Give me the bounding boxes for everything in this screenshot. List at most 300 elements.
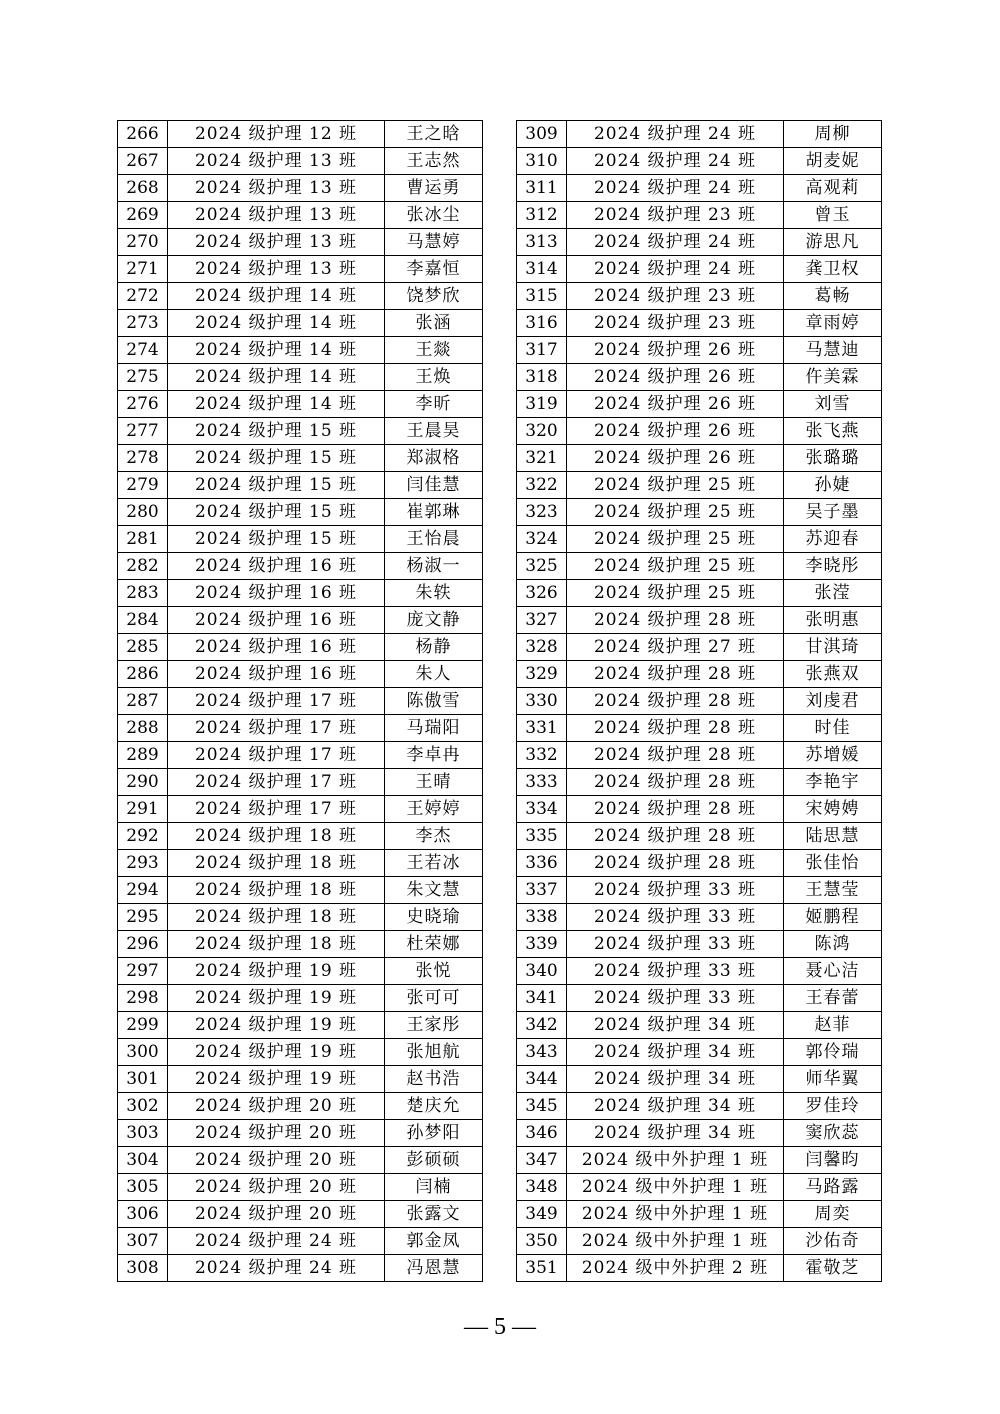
- row-number-cell: 324: [517, 526, 567, 553]
- student-name-cell: 王焕: [385, 364, 483, 391]
- table-row: [517, 1174, 882, 1201]
- student-name-cell: 李昕: [385, 391, 483, 418]
- table-row: [118, 850, 483, 877]
- class-name-cell: 2024 级护理 20 班: [168, 1093, 385, 1120]
- row-number-cell: 280: [118, 499, 168, 526]
- table-row: [118, 283, 483, 310]
- row-number-cell: 327: [517, 607, 567, 634]
- row-number-cell: 345: [517, 1093, 567, 1120]
- row-number-cell: 331: [517, 715, 567, 742]
- table-row: [517, 985, 882, 1012]
- row-number-cell: 323: [517, 499, 567, 526]
- class-name-cell: 2024 级中外护理 2 班: [567, 1255, 784, 1282]
- student-name-cell: 孙婕: [784, 472, 882, 499]
- class-name-cell: 2024 级护理 18 班: [168, 877, 385, 904]
- table-row: [517, 553, 882, 580]
- student-name-cell: 饶梦欣: [385, 283, 483, 310]
- row-number-cell: 274: [118, 337, 168, 364]
- student-name-cell: 仵美霖: [784, 364, 882, 391]
- student-name-cell: 胡麦妮: [784, 148, 882, 175]
- class-name-cell: 2024 级护理 17 班: [168, 796, 385, 823]
- student-name-cell: 李艳宇: [784, 769, 882, 796]
- table-row: [118, 904, 483, 931]
- student-name-cell: 马路露: [784, 1174, 882, 1201]
- class-name-cell: 2024 级护理 13 班: [168, 175, 385, 202]
- row-number-cell: 326: [517, 580, 567, 607]
- row-number-cell: 283: [118, 580, 168, 607]
- row-number-cell: 287: [118, 688, 168, 715]
- class-name-cell: 2024 级护理 15 班: [168, 418, 385, 445]
- table-row: [517, 175, 882, 202]
- class-name-cell: 2024 级护理 20 班: [168, 1120, 385, 1147]
- student-name-cell: 王燚: [385, 337, 483, 364]
- row-number-cell: 351: [517, 1255, 567, 1282]
- class-name-cell: 2024 级护理 25 班: [567, 553, 784, 580]
- student-name-cell: 马慧婷: [385, 229, 483, 256]
- class-name-cell: 2024 级护理 24 班: [567, 229, 784, 256]
- table-row: [517, 850, 882, 877]
- class-name-cell: 2024 级护理 15 班: [168, 445, 385, 472]
- row-number-cell: 320: [517, 418, 567, 445]
- table-row: [517, 310, 882, 337]
- row-number-cell: 319: [517, 391, 567, 418]
- left-roster-table: [117, 120, 483, 1282]
- student-name-cell: 庞文静: [385, 607, 483, 634]
- student-name-cell: 杨淑一: [385, 553, 483, 580]
- class-name-cell: 2024 级护理 28 班: [567, 850, 784, 877]
- student-name-cell: 孙梦阳: [385, 1120, 483, 1147]
- student-name-cell: 王慧莹: [784, 877, 882, 904]
- student-name-cell: 王晴: [385, 769, 483, 796]
- student-name-cell: 马慧迪: [784, 337, 882, 364]
- student-name-cell: 周奕: [784, 1201, 882, 1228]
- row-number-cell: 270: [118, 229, 168, 256]
- table-row: [118, 1093, 483, 1120]
- row-number-cell: 304: [118, 1147, 168, 1174]
- student-name-cell: 刘雪: [784, 391, 882, 418]
- student-name-cell: 游思凡: [784, 229, 882, 256]
- table-row: [118, 715, 483, 742]
- row-number-cell: 349: [517, 1201, 567, 1228]
- class-name-cell: 2024 级护理 18 班: [168, 931, 385, 958]
- table-row: [118, 418, 483, 445]
- class-name-cell: 2024 级护理 19 班: [168, 1039, 385, 1066]
- student-name-cell: 王春蕾: [784, 985, 882, 1012]
- table-row: [517, 148, 882, 175]
- row-number-cell: 306: [118, 1201, 168, 1228]
- class-name-cell: 2024 级护理 13 班: [168, 256, 385, 283]
- row-number-cell: 335: [517, 823, 567, 850]
- class-name-cell: 2024 级护理 17 班: [168, 742, 385, 769]
- table-row: [118, 1039, 483, 1066]
- row-number-cell: 266: [118, 121, 168, 148]
- student-name-cell: 王志然: [385, 148, 483, 175]
- table-row: [517, 337, 882, 364]
- row-number-cell: 342: [517, 1012, 567, 1039]
- right-roster-body: [517, 121, 882, 1282]
- class-name-cell: 2024 级护理 24 班: [168, 1228, 385, 1255]
- table-row: [517, 769, 882, 796]
- class-name-cell: 2024 级护理 18 班: [168, 904, 385, 931]
- table-row: [118, 310, 483, 337]
- row-number-cell: 301: [118, 1066, 168, 1093]
- class-name-cell: 2024 级护理 24 班: [567, 175, 784, 202]
- table-row: [517, 1147, 882, 1174]
- table-row: [517, 1012, 882, 1039]
- row-number-cell: 312: [517, 202, 567, 229]
- row-number-cell: 294: [118, 877, 168, 904]
- row-number-cell: 310: [517, 148, 567, 175]
- table-row: [118, 1255, 483, 1282]
- row-number-cell: 314: [517, 256, 567, 283]
- student-name-cell: 王怡晨: [385, 526, 483, 553]
- class-name-cell: 2024 级护理 26 班: [567, 364, 784, 391]
- class-name-cell: 2024 级护理 34 班: [567, 1120, 784, 1147]
- class-name-cell: 2024 级护理 26 班: [567, 337, 784, 364]
- table-row: [517, 661, 882, 688]
- student-name-cell: 甘淇琦: [784, 634, 882, 661]
- class-name-cell: 2024 级护理 14 班: [168, 391, 385, 418]
- class-name-cell: 2024 级护理 24 班: [168, 1255, 385, 1282]
- student-name-cell: 闫馨昀: [784, 1147, 882, 1174]
- student-name-cell: 宋娉娉: [784, 796, 882, 823]
- student-name-cell: 张佳怡: [784, 850, 882, 877]
- class-name-cell: 2024 级护理 13 班: [168, 229, 385, 256]
- row-number-cell: 278: [118, 445, 168, 472]
- student-name-cell: 朱轶: [385, 580, 483, 607]
- row-number-cell: 348: [517, 1174, 567, 1201]
- row-number-cell: 267: [118, 148, 168, 175]
- student-name-cell: 朱文慧: [385, 877, 483, 904]
- class-name-cell: 2024 级护理 18 班: [168, 850, 385, 877]
- class-name-cell: 2024 级护理 26 班: [567, 418, 784, 445]
- row-number-cell: 300: [118, 1039, 168, 1066]
- student-name-cell: 张滢: [784, 580, 882, 607]
- class-name-cell: 2024 级护理 12 班: [168, 121, 385, 148]
- row-number-cell: 336: [517, 850, 567, 877]
- table-row: [118, 688, 483, 715]
- student-name-cell: 刘虔君: [784, 688, 882, 715]
- row-number-cell: 325: [517, 553, 567, 580]
- class-name-cell: 2024 级护理 28 班: [567, 769, 784, 796]
- right-roster-table: [516, 120, 882, 1282]
- student-name-cell: 陈傲雪: [385, 688, 483, 715]
- class-name-cell: 2024 级护理 33 班: [567, 985, 784, 1012]
- class-name-cell: 2024 级护理 33 班: [567, 877, 784, 904]
- table-row: [517, 283, 882, 310]
- table-row: [118, 877, 483, 904]
- class-name-cell: 2024 级护理 23 班: [567, 283, 784, 310]
- student-name-cell: 吴子墨: [784, 499, 882, 526]
- student-name-cell: 罗佳玲: [784, 1093, 882, 1120]
- row-number-cell: 288: [118, 715, 168, 742]
- table-row: [517, 1066, 882, 1093]
- class-name-cell: 2024 级护理 34 班: [567, 1093, 784, 1120]
- row-number-cell: 282: [118, 553, 168, 580]
- student-name-cell: 史晓瑜: [385, 904, 483, 931]
- table-row: [118, 1120, 483, 1147]
- table-row: [118, 661, 483, 688]
- class-name-cell: 2024 级护理 28 班: [567, 661, 784, 688]
- class-name-cell: 2024 级护理 17 班: [168, 715, 385, 742]
- student-name-cell: 郭伶瑞: [784, 1039, 882, 1066]
- class-name-cell: 2024 级护理 14 班: [168, 364, 385, 391]
- table-row: [517, 607, 882, 634]
- row-number-cell: 328: [517, 634, 567, 661]
- student-name-cell: 师华翼: [784, 1066, 882, 1093]
- table-row: [517, 580, 882, 607]
- table-row: [517, 715, 882, 742]
- row-number-cell: 276: [118, 391, 168, 418]
- row-number-cell: 332: [517, 742, 567, 769]
- table-row: [118, 553, 483, 580]
- class-name-cell: 2024 级护理 34 班: [567, 1039, 784, 1066]
- row-number-cell: 307: [118, 1228, 168, 1255]
- student-name-cell: 赵菲: [784, 1012, 882, 1039]
- class-name-cell: 2024 级护理 24 班: [567, 121, 784, 148]
- class-name-cell: 2024 级护理 28 班: [567, 607, 784, 634]
- row-number-cell: 316: [517, 310, 567, 337]
- table-row: [118, 229, 483, 256]
- row-number-cell: 298: [118, 985, 168, 1012]
- table-row: [118, 958, 483, 985]
- student-name-cell: 楚庆允: [385, 1093, 483, 1120]
- student-name-cell: 闫佳慧: [385, 472, 483, 499]
- class-name-cell: 2024 级护理 26 班: [567, 391, 784, 418]
- table-row: [118, 742, 483, 769]
- student-name-cell: 霍敬芝: [784, 1255, 882, 1282]
- class-name-cell: 2024 级护理 28 班: [567, 796, 784, 823]
- table-row: [118, 526, 483, 553]
- table-row: [517, 877, 882, 904]
- class-name-cell: 2024 级护理 27 班: [567, 634, 784, 661]
- student-name-cell: 张冰尘: [385, 202, 483, 229]
- row-number-cell: 289: [118, 742, 168, 769]
- row-number-cell: 321: [517, 445, 567, 472]
- table-row: [118, 499, 483, 526]
- row-number-cell: 337: [517, 877, 567, 904]
- class-name-cell: 2024 级护理 13 班: [168, 148, 385, 175]
- class-name-cell: 2024 级护理 20 班: [168, 1147, 385, 1174]
- student-name-cell: 张悦: [385, 958, 483, 985]
- table-row: [517, 1228, 882, 1255]
- table-row: [118, 769, 483, 796]
- row-number-cell: 311: [517, 175, 567, 202]
- student-name-cell: 闫楠: [385, 1174, 483, 1201]
- table-row: [118, 1201, 483, 1228]
- student-name-cell: 龚卫权: [784, 256, 882, 283]
- table-row: [517, 202, 882, 229]
- table-row: [517, 688, 882, 715]
- row-number-cell: 330: [517, 688, 567, 715]
- class-name-cell: 2024 级护理 34 班: [567, 1066, 784, 1093]
- class-name-cell: 2024 级护理 25 班: [567, 526, 784, 553]
- row-number-cell: 299: [118, 1012, 168, 1039]
- student-name-cell: 葛畅: [784, 283, 882, 310]
- class-name-cell: 2024 级中外护理 1 班: [567, 1147, 784, 1174]
- class-name-cell: 2024 级护理 19 班: [168, 985, 385, 1012]
- student-name-cell: 周柳: [784, 121, 882, 148]
- table-row: [517, 229, 882, 256]
- table-row: [517, 418, 882, 445]
- row-number-cell: 318: [517, 364, 567, 391]
- row-number-cell: 286: [118, 661, 168, 688]
- student-name-cell: 王家彤: [385, 1012, 483, 1039]
- table-row: [118, 148, 483, 175]
- table-row: [118, 823, 483, 850]
- row-number-cell: 291: [118, 796, 168, 823]
- student-name-cell: 章雨婷: [784, 310, 882, 337]
- class-name-cell: 2024 级护理 25 班: [567, 499, 784, 526]
- class-name-cell: 2024 级护理 14 班: [168, 310, 385, 337]
- class-name-cell: 2024 级护理 25 班: [567, 580, 784, 607]
- student-name-cell: 赵书浩: [385, 1066, 483, 1093]
- student-name-cell: 崔郭琳: [385, 499, 483, 526]
- student-name-cell: 窦欣蕊: [784, 1120, 882, 1147]
- class-name-cell: 2024 级护理 16 班: [168, 580, 385, 607]
- student-name-cell: 冯恩慧: [385, 1255, 483, 1282]
- student-name-cell: 陈鸿: [784, 931, 882, 958]
- class-name-cell: 2024 级护理 26 班: [567, 445, 784, 472]
- row-number-cell: 279: [118, 472, 168, 499]
- row-number-cell: 284: [118, 607, 168, 634]
- table-row: [118, 580, 483, 607]
- table-row: [517, 391, 882, 418]
- table-row: [118, 607, 483, 634]
- row-number-cell: 302: [118, 1093, 168, 1120]
- row-number-cell: 275: [118, 364, 168, 391]
- row-number-cell: 344: [517, 1066, 567, 1093]
- student-name-cell: 张露文: [385, 1201, 483, 1228]
- row-number-cell: 292: [118, 823, 168, 850]
- student-name-cell: 高观莉: [784, 175, 882, 202]
- class-name-cell: 2024 级护理 23 班: [567, 202, 784, 229]
- row-number-cell: 297: [118, 958, 168, 985]
- class-name-cell: 2024 级护理 19 班: [168, 1066, 385, 1093]
- student-name-cell: 王之晗: [385, 121, 483, 148]
- row-number-cell: 333: [517, 769, 567, 796]
- table-row: [118, 1228, 483, 1255]
- table-row: [517, 931, 882, 958]
- student-name-cell: 曹运勇: [385, 175, 483, 202]
- row-number-cell: 305: [118, 1174, 168, 1201]
- class-name-cell: 2024 级护理 17 班: [168, 769, 385, 796]
- student-name-cell: 王晨昊: [385, 418, 483, 445]
- table-row: [118, 634, 483, 661]
- table-row: [118, 256, 483, 283]
- class-name-cell: 2024 级护理 17 班: [168, 688, 385, 715]
- table-row: [118, 1012, 483, 1039]
- table-row: [517, 1255, 882, 1282]
- row-number-cell: 303: [118, 1120, 168, 1147]
- class-name-cell: 2024 级护理 24 班: [567, 148, 784, 175]
- row-number-cell: 293: [118, 850, 168, 877]
- table-row: [517, 823, 882, 850]
- class-name-cell: 2024 级护理 24 班: [567, 256, 784, 283]
- table-row: [118, 1147, 483, 1174]
- page-number: — 5 —: [464, 1314, 536, 1340]
- student-name-cell: 张涵: [385, 310, 483, 337]
- class-name-cell: 2024 级护理 33 班: [567, 931, 784, 958]
- row-number-cell: 346: [517, 1120, 567, 1147]
- table-row: [517, 256, 882, 283]
- table-row: [118, 931, 483, 958]
- student-name-cell: 李杰: [385, 823, 483, 850]
- left-roster-body: [118, 121, 483, 1282]
- row-number-cell: 313: [517, 229, 567, 256]
- table-row: [517, 526, 882, 553]
- student-name-cell: 张璐璐: [784, 445, 882, 472]
- row-number-cell: 268: [118, 175, 168, 202]
- row-number-cell: 308: [118, 1255, 168, 1282]
- class-name-cell: 2024 级护理 14 班: [168, 283, 385, 310]
- student-name-cell: 王若冰: [385, 850, 483, 877]
- student-name-cell: 杨静: [385, 634, 483, 661]
- row-number-cell: 334: [517, 796, 567, 823]
- class-name-cell: 2024 级护理 20 班: [168, 1201, 385, 1228]
- row-number-cell: 315: [517, 283, 567, 310]
- student-name-cell: 张燕双: [784, 661, 882, 688]
- table-row: [118, 1066, 483, 1093]
- student-name-cell: 时佳: [784, 715, 882, 742]
- table-row: [517, 1039, 882, 1066]
- table-row: [517, 742, 882, 769]
- student-name-cell: 杜荣娜: [385, 931, 483, 958]
- row-number-cell: 272: [118, 283, 168, 310]
- table-row: [118, 985, 483, 1012]
- student-name-cell: 王婷婷: [385, 796, 483, 823]
- student-name-cell: 聂心洁: [784, 958, 882, 985]
- class-name-cell: 2024 级护理 18 班: [168, 823, 385, 850]
- student-name-cell: 张旭航: [385, 1039, 483, 1066]
- student-name-cell: 张可可: [385, 985, 483, 1012]
- student-name-cell: 彭硕硕: [385, 1147, 483, 1174]
- class-name-cell: 2024 级护理 16 班: [168, 607, 385, 634]
- table-row: [118, 337, 483, 364]
- row-number-cell: 347: [517, 1147, 567, 1174]
- student-name-cell: 郭金凤: [385, 1228, 483, 1255]
- table-row: [517, 364, 882, 391]
- class-name-cell: 2024 级护理 15 班: [168, 472, 385, 499]
- class-name-cell: 2024 级护理 16 班: [168, 661, 385, 688]
- row-number-cell: 296: [118, 931, 168, 958]
- class-name-cell: 2024 级护理 15 班: [168, 526, 385, 553]
- row-number-cell: 338: [517, 904, 567, 931]
- student-name-cell: 张飞燕: [784, 418, 882, 445]
- class-name-cell: 2024 级护理 28 班: [567, 742, 784, 769]
- student-name-cell: 郑淑格: [385, 445, 483, 472]
- student-name-cell: 苏增媛: [784, 742, 882, 769]
- class-name-cell: 2024 级中外护理 1 班: [567, 1228, 784, 1255]
- row-number-cell: 322: [517, 472, 567, 499]
- table-row: [118, 202, 483, 229]
- class-name-cell: 2024 级护理 16 班: [168, 553, 385, 580]
- table-row: [517, 121, 882, 148]
- class-name-cell: 2024 级护理 25 班: [567, 472, 784, 499]
- row-number-cell: 341: [517, 985, 567, 1012]
- student-name-cell: 李卓冉: [385, 742, 483, 769]
- class-name-cell: 2024 级中外护理 1 班: [567, 1201, 784, 1228]
- student-name-cell: 朱人: [385, 661, 483, 688]
- class-name-cell: 2024 级护理 15 班: [168, 499, 385, 526]
- student-name-cell: 陆思慧: [784, 823, 882, 850]
- row-number-cell: 343: [517, 1039, 567, 1066]
- table-row: [118, 364, 483, 391]
- row-number-cell: 350: [517, 1228, 567, 1255]
- table-row: [118, 1174, 483, 1201]
- table-row: [118, 121, 483, 148]
- class-name-cell: 2024 级护理 13 班: [168, 202, 385, 229]
